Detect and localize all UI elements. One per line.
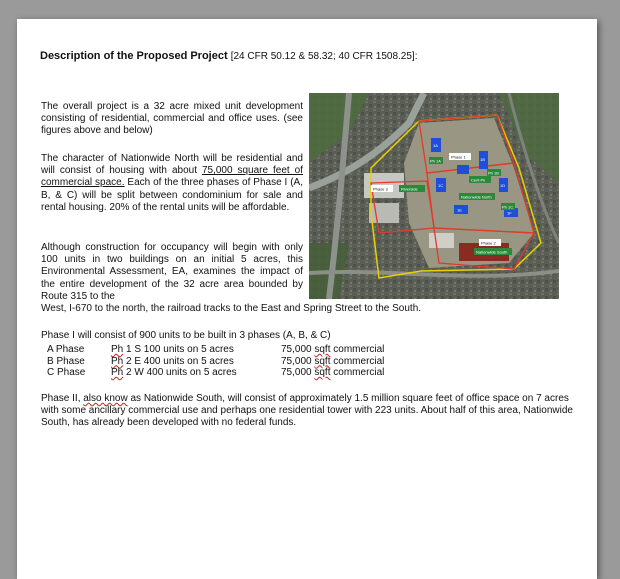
document-page — [17, 19, 597, 579]
phase-name: C Phase — [47, 367, 86, 378]
phase-commercial: 75,000 sqft commercial — [281, 355, 385, 367]
table-row — [47, 356, 384, 368]
map-label-nw-south: Nationwide South — [476, 249, 508, 255]
phase-table — [47, 344, 384, 379]
map-label-nw-north: Nationwide North — [461, 194, 492, 200]
phase-commercial: 75,000 sqft commercial — [281, 344, 385, 355]
phase-two-also: also know — [83, 393, 128, 404]
map-label-1e: 1E — [457, 207, 462, 213]
phase-plan: Ph 1 S 100 units on 5 acres — [111, 344, 234, 355]
phase-intro: Phase I will consist of 900 units to be built in 3 phases (A, B, & C) — [41, 330, 331, 341]
page-title — [40, 50, 580, 63]
map-building-west2 — [369, 203, 399, 223]
paragraph-character-underlined: 75,000 square feet of commercial space. — [41, 165, 304, 189]
map-label-1f: 1F — [507, 210, 512, 216]
phase-name: A Phase — [47, 344, 85, 355]
map-label-phase3: Phase 3 — [373, 186, 388, 192]
map-label-1a: 1A — [433, 143, 438, 148]
paragraph-phase-two — [41, 393, 577, 430]
map-building-cent — [457, 165, 469, 174]
title-citation: [24 CFR 50.12 & 58.32; 40 CFR 1508.25]: — [230, 51, 418, 62]
phase-commercial: 75,000 sqft commercial — [281, 367, 385, 378]
document-content — [17, 19, 597, 579]
phase-plan: Ph 2 W 400 units on 5 acres — [111, 367, 237, 378]
map-label-cent: Cent Pk — [471, 177, 486, 183]
phase-name: B Phase — [47, 355, 85, 367]
paragraph-character — [41, 153, 303, 214]
table-row — [47, 344, 384, 356]
site-aerial-map — [309, 93, 559, 299]
map-label-ph1c: Ph 1C — [502, 204, 514, 210]
site-map-svg — [309, 93, 559, 299]
paragraph-boundaries: West, I-670 to the north, the railroad tracks to the East and Spring Street to the South. — [41, 303, 422, 314]
title-text: Description of the Proposed Project — [40, 50, 228, 62]
map-label-ph1b: Ph 1B — [488, 170, 499, 176]
phase-plan: Ph 2 E 400 units on 5 acres — [111, 355, 234, 367]
map-label-phase1: Phase 1 — [451, 154, 466, 160]
table-row — [47, 367, 384, 379]
paragraph-character-b: Each of the three phases of Phase I (A, B, & C) will be split between condominium for sale and rental housing. 20% of the rental units will be affordable. — [41, 177, 304, 213]
map-label-1d: 1D — [500, 183, 506, 188]
map-label-1b: 1B — [480, 157, 485, 162]
paragraph-overview: The overall project is a 32 acre mixed unit development consisting of residential, commercial and office uses. (see figures above and below) — [41, 101, 303, 137]
paragraph-construction: Although construction for occupancy will begin with only 100 units in two buildings on an initial 5 acres, this Environmental Assessment, EA, examines the impact of the entire development of the 32 acre area bounded by Route 315 to the — [41, 242, 303, 302]
paragraph-character-a: The character of Nationwide North will be residential and will consist of housing with about — [41, 153, 303, 177]
map-label-riverside: Riverside — [401, 186, 418, 192]
map-building-south2 — [429, 233, 454, 248]
phase-two-a: Phase II, — [41, 393, 81, 404]
map-label-1c: 1C — [438, 183, 444, 188]
phase-two-b: as Nationwide South, will consist of approximately 1.5 million square feet of office space on 7 acres with some ancillary commercial use and perhaps one residential tower with 223 units. About half of this area, Nationwide South, has already been developed with no federal funds. — [41, 393, 573, 429]
map-label-phase2: Phase 2 — [481, 240, 496, 246]
map-label-ph1a: Ph 1A — [430, 158, 441, 164]
